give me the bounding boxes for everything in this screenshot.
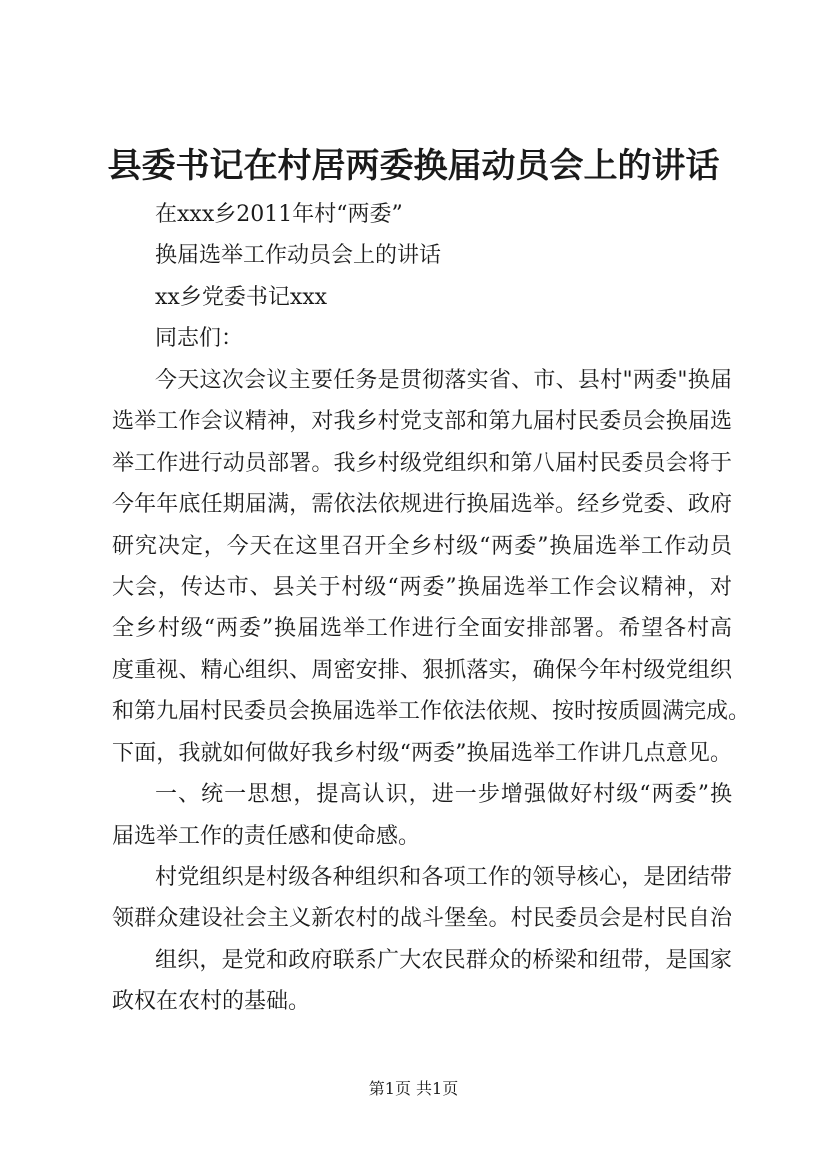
paragraph-line: 研究决定，今天在这里召开全乡村级“两委”换届选举工作动员 (112, 534, 732, 559)
paragraph-line: 今天这次会议主要任务是贯彻落实省、市、县村"两委"换届 (155, 368, 732, 393)
paragraph-line: 和第九届村民委员会换届选举工作依法依规、按时按质圆满完成。 (112, 699, 751, 724)
paragraph-line: 举工作进行动员部署。我乡村级党组织和第八届村民委员会将于 (112, 451, 732, 476)
paragraph-line: 领群众建设社会主义新农村的战斗堡垒。村民委员会是村民自治 (112, 906, 732, 931)
speaker-line: xx乡党委书记xxx (155, 285, 328, 310)
paragraph-line: 大会，传达市、县关于村级“两委”换届选举工作会议精神，对 (112, 575, 732, 600)
document-title: 县委书记在村居两委换届动员会上的讲话 (107, 146, 720, 186)
paragraph-line: 政权在农村的基础。 (112, 989, 311, 1014)
paragraph-line: 村党组织是村级各种组织和各项工作的领导核心，是团结带 (155, 865, 732, 890)
paragraph-line: 全乡村级“两委”换届选举工作进行全面安排部署。希望各村高 (112, 616, 732, 641)
paragraph-line: 下面，我就如何做好我乡村级“两委”换届选举工作讲几点意见。 (112, 741, 732, 766)
section-heading-line: 届选举工作的责任感和使命感。 (112, 824, 421, 849)
paragraph-line: 选举工作会议精神，对我乡村党支部和第九届村民委员会换届选 (112, 409, 732, 434)
salutation: 同志们： (155, 326, 244, 351)
page-number-footer: 第1页 共1页 (368, 1079, 459, 1098)
paragraph-line: 度重视、精心组织、周密安排、狠抓落实，确保今年村级党组织 (112, 658, 732, 683)
subtitle-line-2: 换届选举工作动员会上的讲话 (155, 243, 442, 268)
paragraph-line: 今年年底任期届满，需依法依规进行换届选举。经乡党委、政府 (112, 492, 732, 517)
section-heading-line: 一、统一思想，提高认识，进一步增强做好村级“两委”换 (155, 782, 732, 807)
paragraph-line: 组织，是党和政府联系广大农民群众的桥梁和纽带，是国家 (155, 948, 732, 973)
subtitle-line-1: 在xxx乡2011年村“两委” (155, 202, 403, 227)
